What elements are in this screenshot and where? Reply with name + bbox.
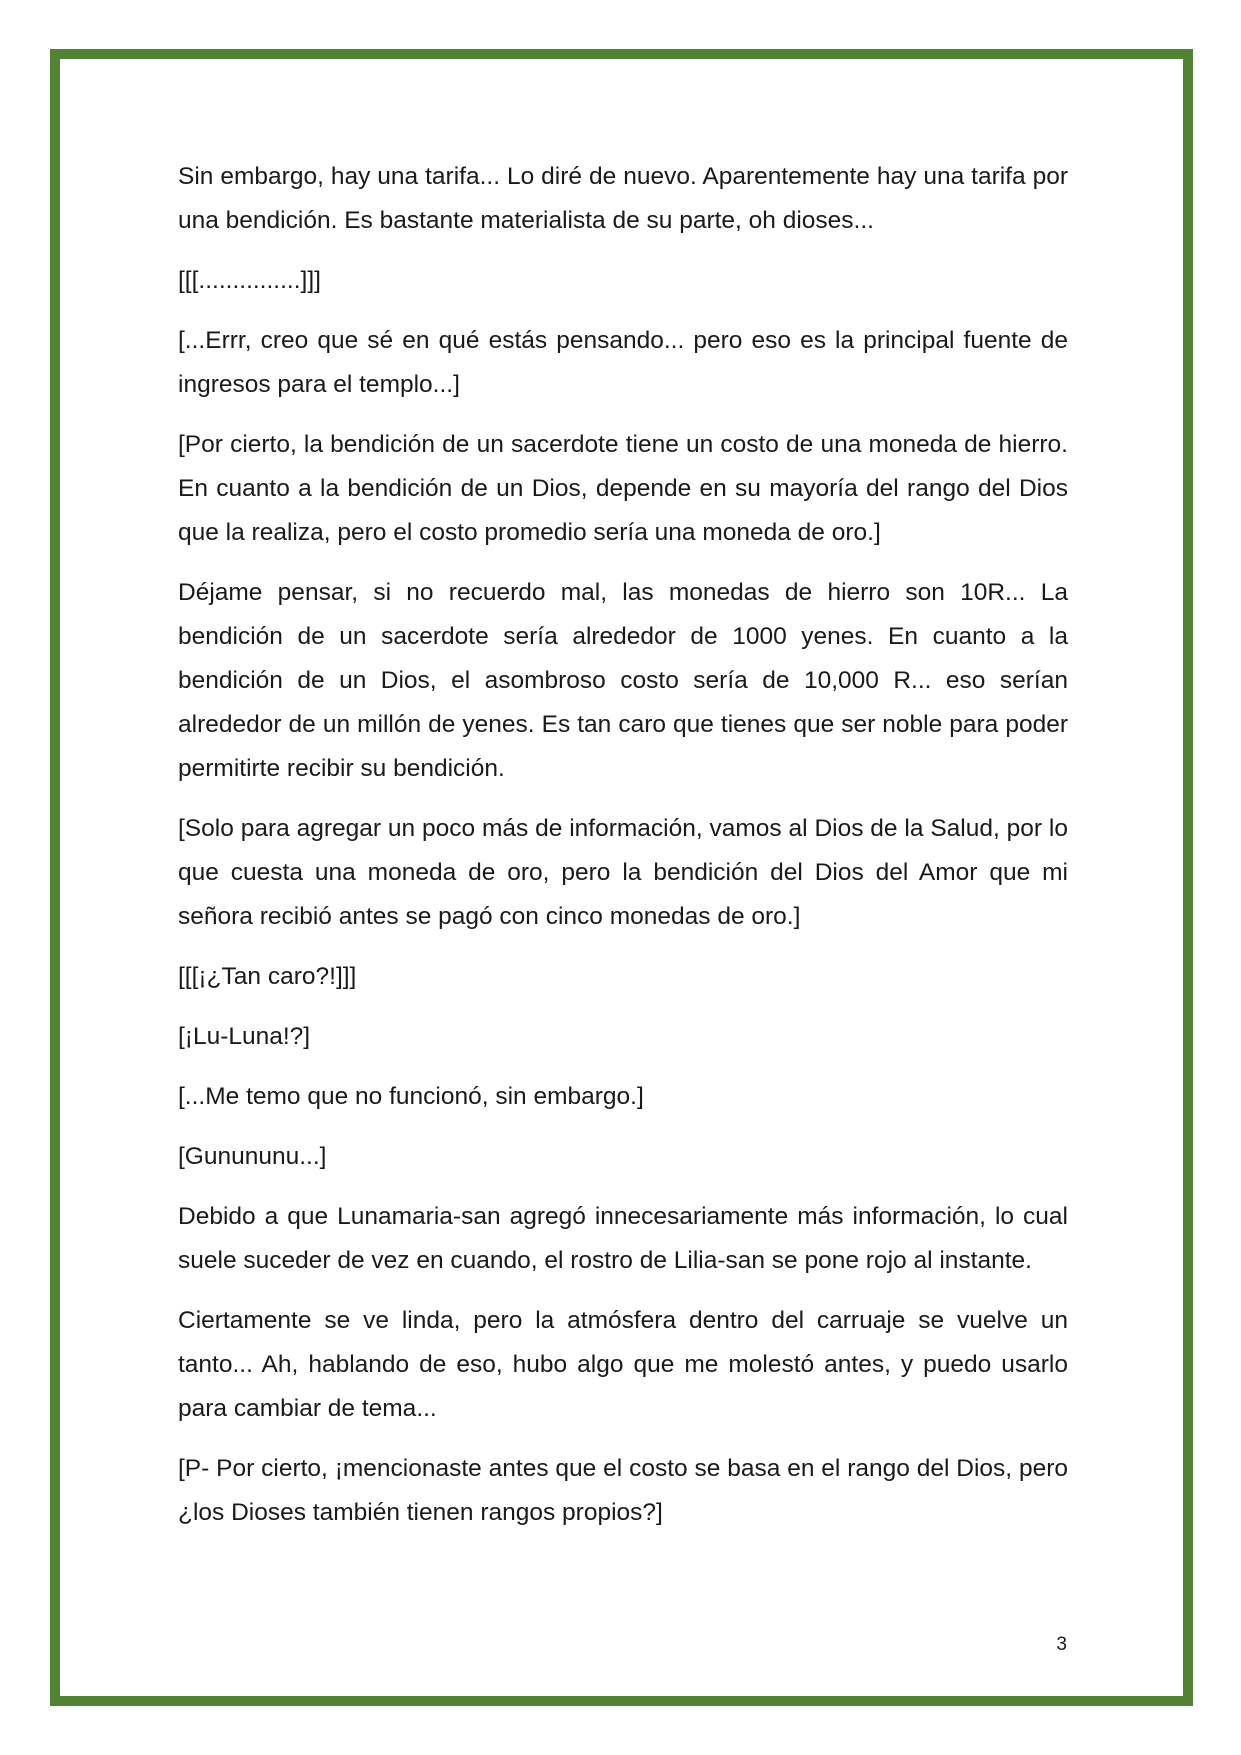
paragraph: [P- Por cierto, ¡mencionaste antes que el costo se basa en el rango del Dios, pero ¿los Dioses también tienen rangos propios?] [178,1455,1068,1526]
paragraph: [[[¡¿Tan caro?!]]] [178,963,357,990]
paragraph: [...Errr, creo que sé en qué estás pensando... pero eso es la principal fuente de ingresos para el templo...] [178,327,1068,398]
paragraph: [[[...............]]] [178,267,321,294]
paragraph: Déjame pensar, si no recuerdo mal, las monedas de hierro son 10R... La bendición de un sacerdote sería alrededor de 1000 yenes. En cuanto a la bendición de un Dios, el asombroso costo sería de 10,000 R... eso serían alrededor de un millón de yenes. Es tan caro que tienes que ser noble para poder permitirte recibir su bendición. [178,579,1068,782]
paragraph: Ciertamente se ve linda, pero la atmósfera dentro del carruaje se vuelve un tanto... Ah, hablando de eso, hubo algo que me molestó antes, y puedo usarlo para cambiar de tema... [178,1307,1068,1422]
page-number: 3 [1056,1634,1067,1655]
paragraph: [...Me temo que no funcionó, sin embargo.] [178,1083,644,1110]
paragraph: [Por cierto, la bendición de un sacerdote tiene un costo de una moneda de hierro. En cuanto a la bendición de un Dios, depende en su mayoría del rango del Dios que la realiza, pero el costo promedio sería una moneda de oro.] [178,431,1068,546]
paragraph: [¡Lu-Luna!?] [178,1023,311,1050]
document-body [178,155,1068,1551]
paragraph: [Solo para agregar un poco más de información, vamos al Dios de la Salud, por lo que cuesta una moneda de oro, pero la bendición del Dios del Amor que mi señora recibió antes se pagó con cinco monedas de oro.] [178,815,1068,930]
paragraph: Sin embargo, hay una tarifa... Lo diré de nuevo. Aparentemente hay una tarifa por una bendición. Es bastante materialista de su parte, oh dioses... [178,163,1068,234]
paragraph: Debido a que Lunamaria-san agregó innecesariamente más información, lo cual suele suceder de vez en cuando, el rostro de Lilia-san se pone rojo al instante. [178,1203,1068,1274]
paragraph: [Gunununu...] [178,1143,327,1170]
